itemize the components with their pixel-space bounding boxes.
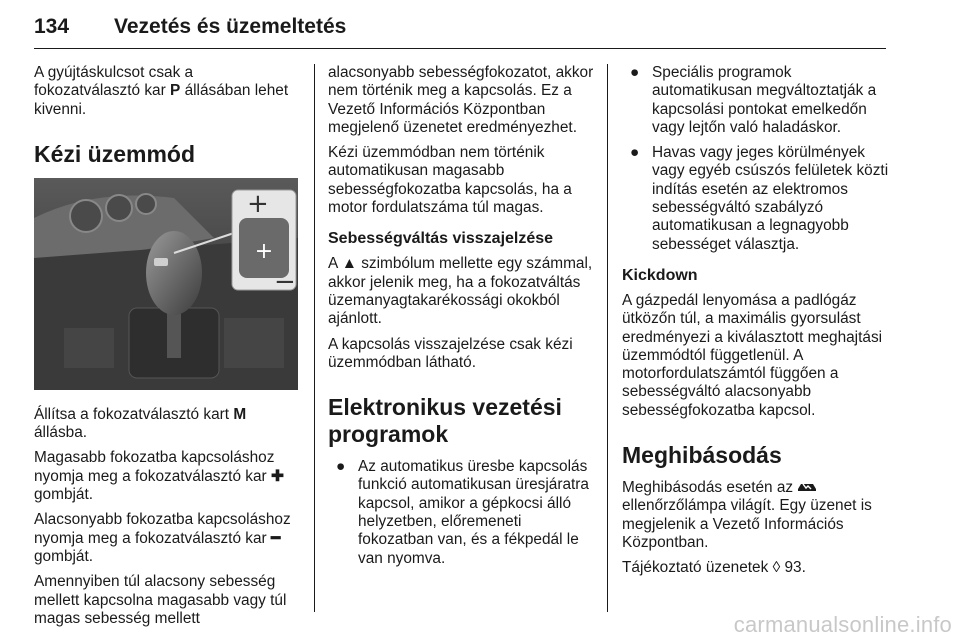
paragraph: alacsonyabb sebességfokozatot, akkor nem történik meg a kapcsolás. Ez a Vezető Információs Központban megjelenő üzenetet eredményezhet. xyxy=(328,64,594,136)
section-title: Vezetés és üzemeltetés xyxy=(114,15,347,38)
heading-fault: Meghibásodás xyxy=(622,442,782,469)
paragraph: Meghibásodás esetén az ellenőrzőlámpa világít. Egy üzenet is megjelenik a Vezető Információs Központban. xyxy=(622,479,872,551)
paragraph: Tájékoztató üzenetek ◊ 93. xyxy=(622,559,806,577)
watermark: carmanualsonline.info xyxy=(733,612,952,637)
bullet-icon: ● xyxy=(630,144,640,162)
paragraph: A ▲ szimbólum mellette egy számmal, akkor jelenik meg, ha a fokozatváltás üzemanyagtakarékossági okokból ajánlott. xyxy=(328,255,593,328)
heading-shift-feedback: Sebességváltás visszajelzése xyxy=(328,230,554,248)
heading-kickdown: Kickdown xyxy=(622,266,698,284)
paragraph: Magasabb fokozatba kapcsoláshoz nyomja meg a fokozatválasztó kar ✚ gombját. xyxy=(34,449,284,504)
minus-icon: ━ xyxy=(270,529,281,547)
column-2 xyxy=(328,64,598,575)
list-item: ● Az automatikus üresbe kapcsolás funkció automatikusan üresjáratra kapcsol, amikor a gépkocsi álló helyzetben, előremeneti fokozatban van, és a fékpedál le van nyomva. xyxy=(336,458,589,567)
bullet-icon: ● xyxy=(336,458,346,476)
car-fault-icon xyxy=(797,479,817,497)
list-item: ● Speciális programok automatikusan megváltoztatják a kapcsolási pontokat emelkedőn vagy lejtőn való haladáskor. xyxy=(630,64,877,136)
gear-selector-figure xyxy=(34,178,298,390)
heading-driving-programs: Elektronikus vezetési programok xyxy=(328,394,562,448)
paragraph: A kapcsolás visszajelzése csak kézi üzemmódban látható. xyxy=(328,335,573,371)
column-3 xyxy=(622,64,892,585)
page-number: 134 xyxy=(34,15,70,38)
paragraph: Kézi üzemmódban nem történik automatikusan magasabb sebességfokozatba kapcsolás, ha a motor fordulatszáma túl magas. xyxy=(328,144,572,217)
column-divider xyxy=(607,64,608,612)
svg-text:−: − xyxy=(274,266,296,297)
paragraph: Állítsa a fokozatválasztó kart M állásba. xyxy=(34,405,247,442)
list-item: ● Havas vagy jeges körülmények vagy egyéb csúszós felületek közti indítás esetén az elektromos sebességváltó szabályzó automatikusan a legnagyobb sebességet választja. xyxy=(630,144,889,253)
plus-icon: ✚ xyxy=(270,467,284,485)
bullet-icon: ● xyxy=(630,64,640,81)
intro-paragraph: A gyújtáskulcsot csak a fokozatválasztó kar P állásában lehet kivenni. xyxy=(34,64,289,118)
page-reference-link[interactable]: 93. xyxy=(784,559,806,577)
paragraph: A gázpedál lenyomása a padlógáz ütközőn túl, a maximális gyorsulást eredményezi a kiválasztott meghajtási üzemmódtól függetlenül. A motorfordulatszámtól függően a sebességváltó alacsonyabb sebességfokozatba kapcsol. xyxy=(622,291,883,419)
triangle-up-icon: ▲ xyxy=(341,255,357,273)
svg-text:+: + xyxy=(247,188,269,219)
page-header xyxy=(34,8,886,49)
paragraph: Alacsonyabb fokozatba kapcsoláshoz nyomja meg a fokozatválasztó kar ━ gombját. xyxy=(34,511,291,565)
column-divider xyxy=(314,64,315,612)
page-reference-icon: ◊ xyxy=(772,559,781,577)
column-1 xyxy=(34,64,302,635)
paragraph: Amennyiben túl alacsony sebesség mellett kapcsolna magasabb vagy túl magas sebesség mellett xyxy=(34,573,287,627)
svg-text:+: + xyxy=(254,238,274,264)
heading-manual-mode: Kézi üzemmód xyxy=(34,140,196,167)
